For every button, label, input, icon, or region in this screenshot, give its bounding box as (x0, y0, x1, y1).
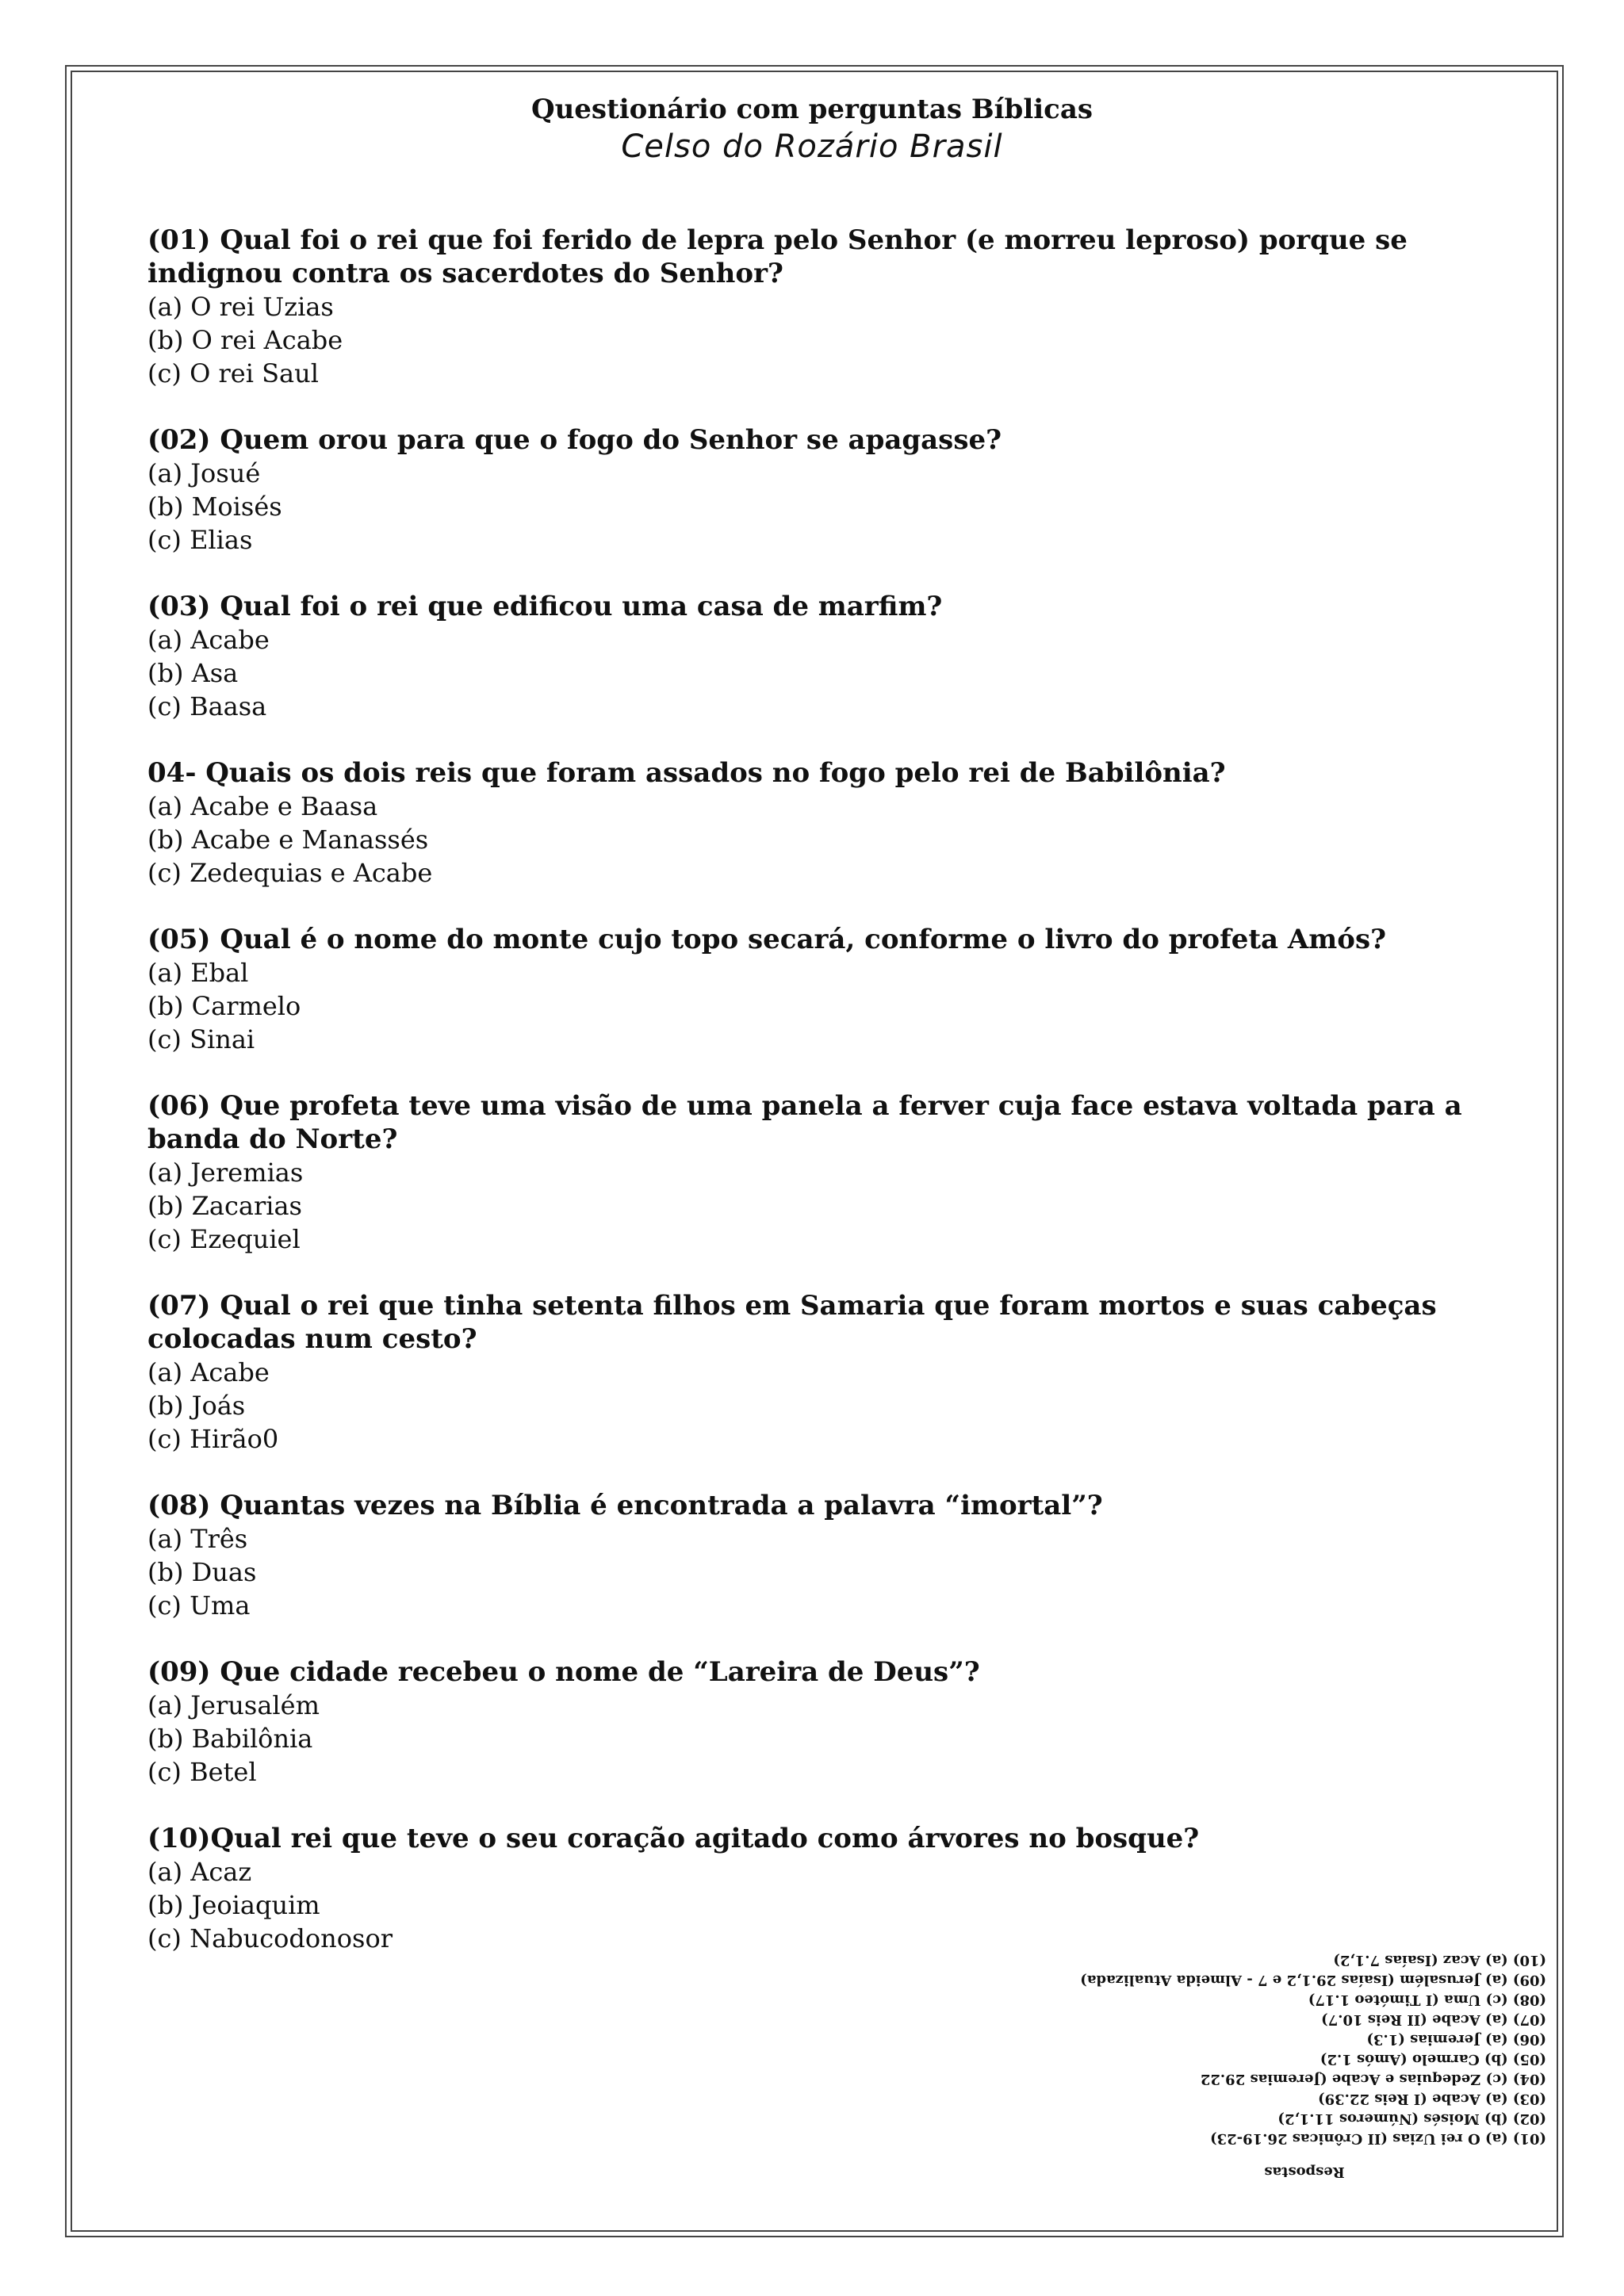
answer-item: (03) (a) Acabe (I Reis 22.39) (1318, 2091, 1546, 2107)
option-a: (a) O rei Uzias (147, 292, 334, 322)
option-b: (b) Zacarias (147, 1191, 302, 1221)
option-c: (c) Elias (147, 525, 253, 555)
question-text: (03) Qual foi o rei que edificou uma casa de marfim? (147, 591, 943, 622)
question-text: (09) Que cidade recebeu o nome de “Lareira de Deus”? (147, 1656, 980, 1688)
option-c: (c) Sinai (147, 1024, 255, 1054)
answer-item: (08) (c) Uma (I Timóteo 1.17) (1308, 1992, 1546, 2008)
question-03 (147, 590, 1496, 723)
option-a: (a) Ebal (147, 958, 249, 988)
answer-item: (04) (c) Zedequias e Acabe (Jeremias 29.22 (1200, 2071, 1546, 2087)
option-a: (a) Jerusalém (147, 1690, 320, 1720)
question-text: (02) Quem orou para que o fogo do Senhor se apagasse? (147, 424, 1002, 456)
question-text: (05) Qual é o nome do monte cujo topo secará, conforme o livro do profeta Amós? (147, 924, 1387, 955)
question-06 (147, 1089, 1496, 1256)
answer-item: (02) (b) Moisés (Números 11.1,2) (1277, 2110, 1546, 2127)
option-c: (c) Uma (147, 1590, 251, 1621)
question-text: (07) Qual o rei que tinha setenta filhos em Samaria que foram mortos e suas cabeças colocadas num cesto? (147, 1290, 1437, 1355)
question-07 (147, 1289, 1496, 1456)
question-text: (01) Qual foi o rei que foi ferido de lepra pelo Senhor (e morreu leproso) porque se indignou contra os sacerdotes do Senhor? (147, 224, 1408, 289)
option-a: (a) Três (147, 1524, 248, 1554)
question-text: (08) Quantas vezes na Bíblia é encontrada a palavra “imortal”? (147, 1490, 1103, 1521)
option-a: (a) Acabe e Baasa (147, 791, 378, 821)
question-01 (147, 224, 1496, 390)
question-05 (147, 923, 1496, 1056)
option-c: (c) Zedequias e Acabe (147, 858, 433, 888)
option-c: (c) Baasa (147, 691, 267, 721)
questions-list (147, 224, 1496, 1988)
option-b: (b) Acabe e Manassés (147, 825, 429, 855)
option-b: (b) Asa (147, 658, 239, 688)
option-b: (b) Duas (147, 1557, 257, 1587)
option-c: (c) Ezequiel (147, 1224, 301, 1254)
question-08 (147, 1489, 1496, 1622)
answer-key-upside-down (1063, 1950, 1546, 2182)
question-text: 04- Quais os dois reis que foram assados no fogo pelo rei de Babilônia? (147, 757, 1226, 789)
option-c: (c) O rei Saul (147, 358, 319, 388)
option-b: (b) Carmelo (147, 991, 301, 1021)
document-author: Celso do Rozário Brasil (621, 128, 1003, 165)
option-c: (c) Nabucodonosor (147, 1923, 393, 1954)
answer-item: (05) (b) Carmelo (Amós 1.2) (1320, 2051, 1546, 2068)
question-10 (147, 1822, 1496, 1955)
option-a: (a) Acabe (147, 1357, 270, 1387)
option-c: (c) Hirão0 (147, 1424, 279, 1454)
question-text: (10)Qual rei que teve o seu coração agitado como árvores no bosque? (147, 1823, 1200, 1854)
answer-item: (07) (a) Acabe (II Reis 10.7) (1321, 2011, 1546, 2028)
question-text: (06) Que profeta teve uma visão de uma panela a ferver cuja face estava voltada para a banda do Norte? (147, 1090, 1462, 1155)
question-02 (147, 423, 1496, 557)
option-b: (b) Moisés (147, 492, 282, 522)
option-a: (a) Acabe (147, 625, 270, 655)
question-09 (147, 1655, 1496, 1789)
answer-key-heading: Respostas (1264, 2164, 1345, 2180)
option-a: (a) Jeremias (147, 1158, 304, 1188)
option-b: (b) Joás (147, 1391, 246, 1421)
option-c: (c) Betel (147, 1757, 257, 1787)
answer-item: (01) (a) O rei Uzias (II Crônicas 26.19-23) (1210, 2130, 1546, 2147)
option-a: (a) Acaz (147, 1857, 252, 1887)
answer-item: (06) (a) Jeremias (1.3) (1366, 2031, 1546, 2048)
option-a: (a) Josué (147, 458, 261, 488)
answer-item: (09) (a) Jerusalém (Isaías 29.1,2 e 7 - Almeida Atualizada) (1080, 1972, 1546, 1988)
option-b: (b) O rei Acabe (147, 325, 343, 355)
option-b: (b) Babilônia (147, 1724, 313, 1754)
answer-item: (10) (a) Acaz (Isaías 7.1,2) (1333, 1952, 1546, 1969)
question-04 (147, 756, 1496, 890)
option-b: (b) Jeoiaquim (147, 1890, 320, 1920)
document-title: Questionário com perguntas Bíblicas (530, 94, 1094, 125)
